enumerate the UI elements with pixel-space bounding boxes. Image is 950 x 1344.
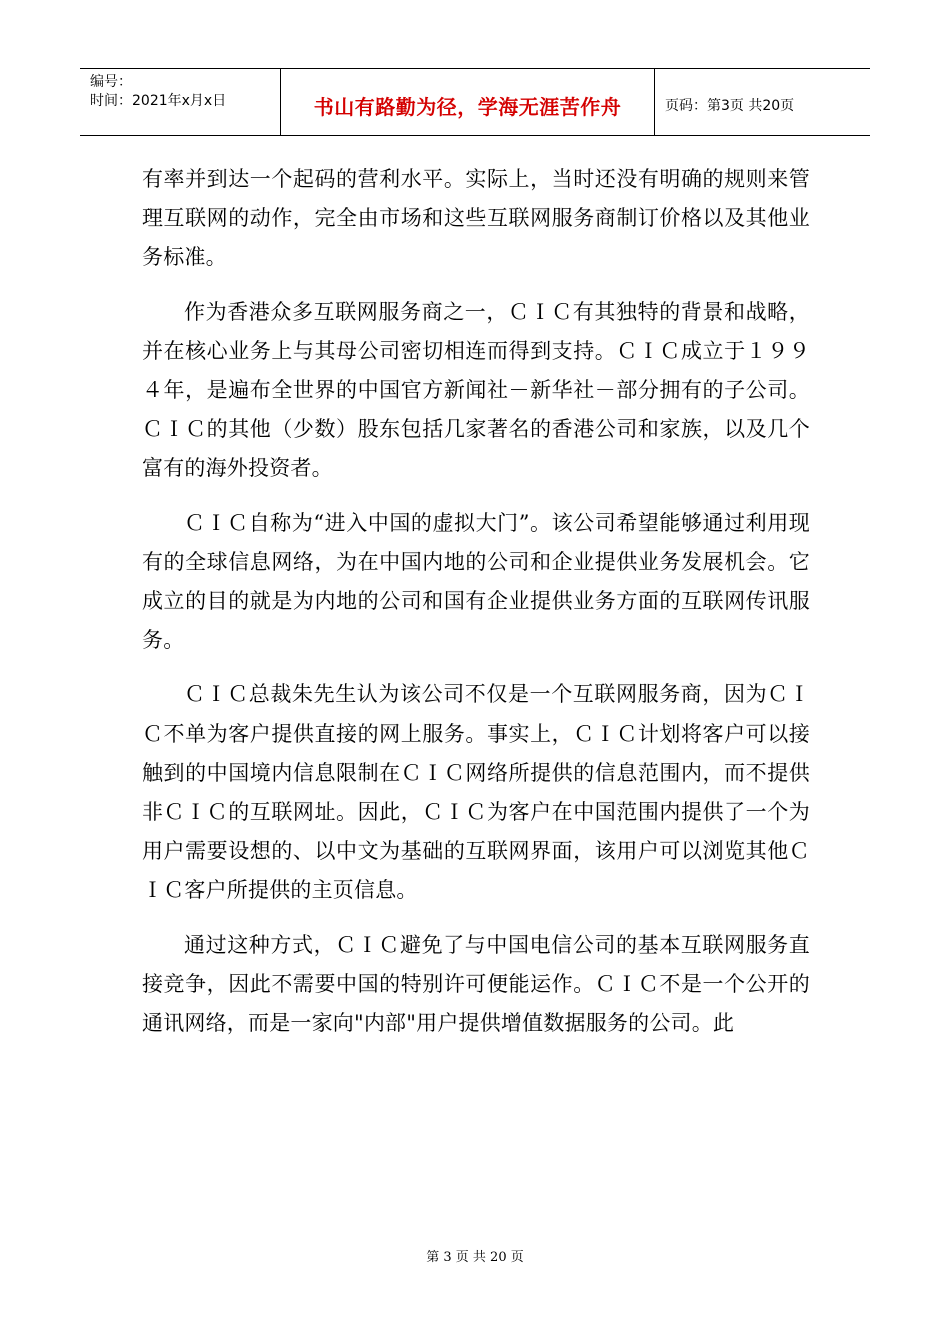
- header-page-code: 页码：第3页 共20页: [665, 98, 795, 114]
- paragraph: ＣＩＣ总裁朱先生认为该公司不仅是一个互联网服务商，因为ＣＩＣ不单为客户提供直接的网上服务。事实上，ＣＩＣ计划将客户可以接触到的中国境内信息限制在ＣＩＣ网络所提供的信息范围内，而不提供非ＣＩＣ的互联网址。因此，ＣＩＣ为客户在中国范围内提供了一个为用户需要设想的、以中文为基础的互联网界面，该用户可以浏览其他ＣＩＣ客户所提供的主页信息。: [142, 682, 810, 903]
- paragraph: 作为香港众多互联网服务商之一，ＣＩＣ有其独特的背景和战略，并在核心业务上与其母公司密切相连而得到支持。ＣＩＣ成立于１９９４年，是遍布全世界的中国官方新闻社－新华社－部分拥有的子公司。ＣＩＣ的其他（少数）股东包括几家著名的香港公司和家族，以及几个富有的海外投资者。: [142, 299, 810, 481]
- page-footer: 第 3 页 共 20 页: [426, 1250, 524, 1265]
- paragraph: 有率并到达一个起码的营利水平。实际上，当时还没有明确的规则来管理互联网的动作，完全由市场和这些互联网服务商制订价格以及其他业务标准。: [142, 167, 810, 270]
- paragraph: ＣＩＣ自称为“进入中国的虚拟大门”。该公司希望能够通过利用现有的全球信息网络，为在中国内地的公司和企业提供业务发展机会。它成立的目的就是为内地的公司和国有企业提供业务方面的互联网传讯服务。: [142, 510, 810, 653]
- page-header: [80, 68, 870, 136]
- header-motto: 书山有路勤为径，学海无涯苦作舟: [281, 69, 655, 135]
- date-label: 时间：2021年x月x日: [90, 93, 227, 109]
- document-body: [142, 160, 810, 1058]
- header-meta: [80, 69, 281, 135]
- number-label: 编号：: [90, 74, 132, 90]
- paragraph: 通过这种方式，ＣＩＣ避免了与中国电信公司的基本互联网服务直接竞争，因此不需要中国的特别许可便能运作。ＣＩＣ不是一个公开的通讯网络，而是一家向"内部"用户提供增值数据服务的公司。此: [142, 932, 810, 1036]
